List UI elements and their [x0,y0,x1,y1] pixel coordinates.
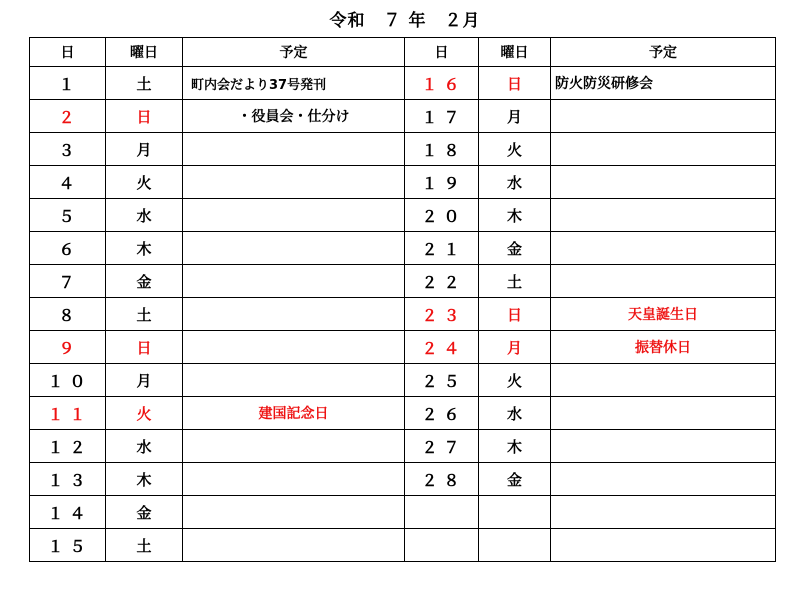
day-cell-left: ６ [30,232,106,265]
day-cell-left: ８ [30,298,106,331]
schedule-cell-left [183,463,405,496]
weekday-cell-left: 土 [106,298,183,331]
weekday-cell-left: 木 [106,232,183,265]
header-weekday-left: 曜日 [106,38,183,67]
day-cell-right: ２３ [405,298,479,331]
weekday-cell-right: 水 [479,166,551,199]
weekday-cell-right [479,496,551,529]
day-cell-left: ２ [30,100,106,133]
day-cell-right: １７ [405,100,479,133]
table-row [30,67,776,100]
day-cell-right: ２２ [405,265,479,298]
header-row [30,38,776,67]
schedule-cell-left [183,496,405,529]
day-cell-left: １ [30,67,106,100]
day-cell-left: ５ [30,199,106,232]
header-day-right: 日 [405,38,479,67]
schedule-cell-left: 建国記念日 [183,397,405,430]
weekday-cell-right: 月 [479,331,551,364]
weekday-cell-right: 火 [479,364,551,397]
day-cell-left: １１ [30,397,106,430]
day-cell-left: ３ [30,133,106,166]
table-row [30,331,776,364]
day-cell-right: ２４ [405,331,479,364]
weekday-cell-left: 火 [106,397,183,430]
schedule-cell-left [183,166,405,199]
schedule-cell-right [551,133,776,166]
table-row [30,496,776,529]
day-cell-left: １２ [30,430,106,463]
weekday-cell-right: 月 [479,100,551,133]
schedule-cell-left [183,430,405,463]
table-row [30,100,776,133]
day-cell-right: ２５ [405,364,479,397]
weekday-cell-right: 日 [479,298,551,331]
schedule-cell-right: 防火防災研修会 [551,67,776,100]
weekday-cell-left: 土 [106,67,183,100]
schedule-cell-left: 町内会だより37号発刊 [183,67,405,100]
weekday-cell-right: 火 [479,133,551,166]
table-row [30,430,776,463]
weekday-cell-left: 水 [106,199,183,232]
day-cell-left: ９ [30,331,106,364]
weekday-cell-left: 木 [106,463,183,496]
weekday-cell-left: 月 [106,364,183,397]
header-schedule-right: 予定 [551,38,776,67]
weekday-cell-left: 火 [106,166,183,199]
schedule-cell-left [183,529,405,562]
weekday-cell-left: 金 [106,265,183,298]
day-cell-right: ２８ [405,463,479,496]
schedule-cell-left [183,265,405,298]
schedule-cell-left [183,199,405,232]
day-cell-right: ２０ [405,199,479,232]
day-cell-right: １６ [405,67,479,100]
weekday-cell-left: 日 [106,331,183,364]
schedule-cell-right [551,397,776,430]
weekday-cell-right: 日 [479,67,551,100]
schedule-cell-left [183,298,405,331]
schedule-cell-right [551,166,776,199]
day-cell-left: １４ [30,496,106,529]
day-cell-left: ７ [30,265,106,298]
table-row [30,463,776,496]
table-row [30,529,776,562]
day-cell-right [405,496,479,529]
day-cell-right: ２６ [405,397,479,430]
schedule-body [30,67,776,562]
schedule-cell-right [551,463,776,496]
table-row [30,397,776,430]
table-row [30,232,776,265]
weekday-cell-left: 月 [106,133,183,166]
day-cell-right: １８ [405,133,479,166]
schedule-cell-left [183,133,405,166]
table-row [30,364,776,397]
schedule-cell-left: ・役員会・仕分け [183,100,405,133]
table-row [30,298,776,331]
day-cell-right [405,529,479,562]
table-row [30,265,776,298]
schedule-cell-right [551,430,776,463]
calendar-title: 令和 ７ 年 ２月 [329,11,481,31]
header-schedule-left: 予定 [183,38,405,67]
weekday-cell-right [479,529,551,562]
schedule-cell-right [551,199,776,232]
weekday-cell-left: 日 [106,100,183,133]
day-cell-left: ４ [30,166,106,199]
weekday-cell-right: 土 [479,265,551,298]
day-cell-left: １３ [30,463,106,496]
weekday-cell-right: 水 [479,397,551,430]
day-cell-left: １０ [30,364,106,397]
day-cell-right: ２１ [405,232,479,265]
schedule-cell-right: 天皇誕生日 [551,298,776,331]
table-row [30,133,776,166]
day-cell-right: １９ [405,166,479,199]
schedule-cell-left [183,331,405,364]
weekday-cell-left: 金 [106,496,183,529]
weekday-cell-left: 水 [106,430,183,463]
header-day-left: 日 [30,38,106,67]
schedule-cell-right [551,364,776,397]
schedule-table [29,37,776,562]
table-row [30,199,776,232]
weekday-cell-left: 土 [106,529,183,562]
schedule-cell-left [183,364,405,397]
schedule-cell-right [551,232,776,265]
header-weekday-right: 曜日 [479,38,551,67]
table-row [30,166,776,199]
schedule-cell-right [551,265,776,298]
day-cell-left: １５ [30,529,106,562]
schedule-cell-left [183,232,405,265]
schedule-cell-right [551,529,776,562]
weekday-cell-right: 木 [479,430,551,463]
schedule-cell-right [551,496,776,529]
weekday-cell-right: 木 [479,199,551,232]
schedule-cell-right: 振替休日 [551,331,776,364]
schedule-cell-right [551,100,776,133]
weekday-cell-right: 金 [479,232,551,265]
day-cell-right: ２７ [405,430,479,463]
weekday-cell-right: 金 [479,463,551,496]
